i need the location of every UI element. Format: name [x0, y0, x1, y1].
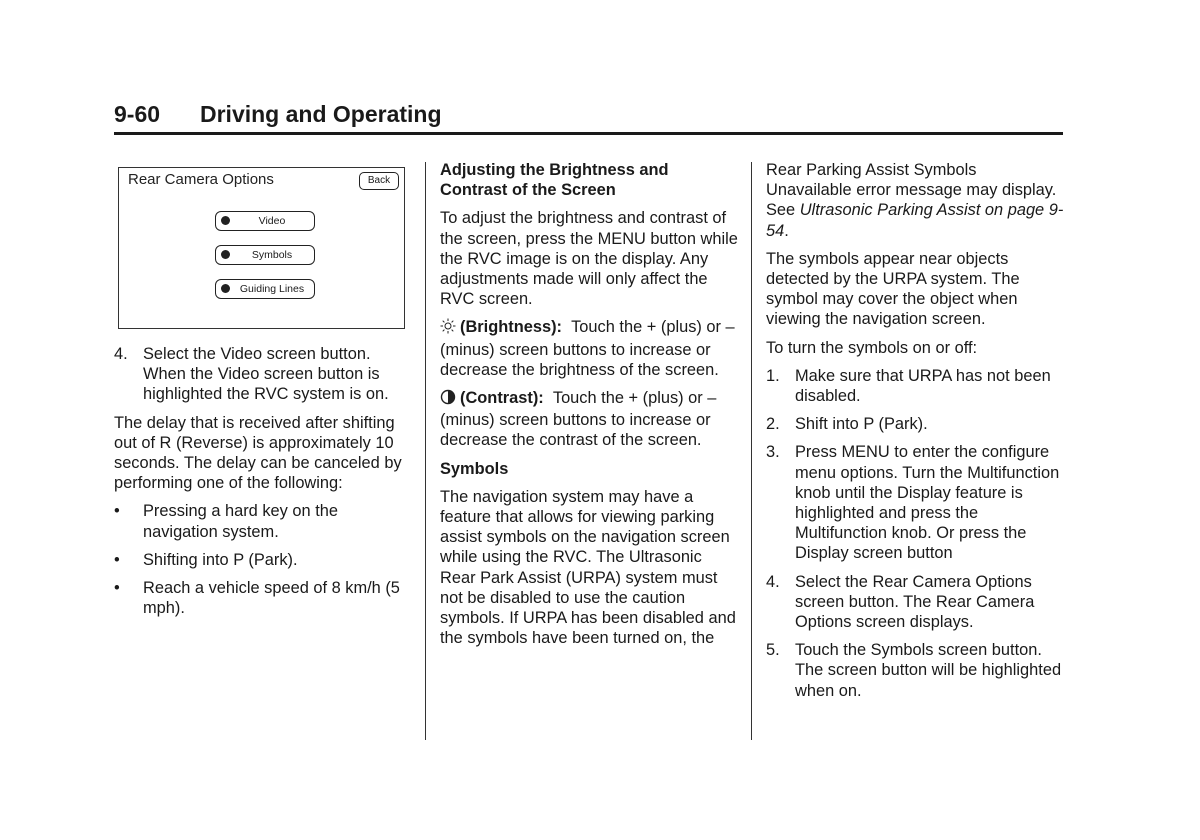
page-header: [114, 100, 1063, 135]
column-2: [440, 160, 740, 656]
contrast-label: (Contrast):: [460, 389, 544, 408]
option-label: Guiding Lines: [239, 283, 305, 295]
bullet-icon: •: [114, 550, 120, 569]
toggle-intro: To turn the symbols on or off:: [766, 338, 978, 357]
sun-icon: [440, 318, 456, 339]
option-label: Video: [258, 215, 286, 227]
step-1: [766, 366, 1066, 406]
back-button: Back: [359, 172, 399, 190]
step-5: [766, 640, 1066, 701]
bullet-icon: •: [114, 579, 120, 598]
step-number: 4.: [114, 345, 128, 363]
brightness-contrast-intro: To adjust the brightness and contrast of the screen, press the MENU button while the RVC image is on the display. Any adjustments made will only affect the RVC screen.: [440, 209, 738, 309]
indicator-dot-icon: [221, 216, 230, 225]
indicator-dot-icon: [221, 250, 230, 259]
symbols-paragraph: The navigation system may have a feature that allows for viewing parking assist symbols on the navigation screen while using the RVC. The Ultrasonic Rear Park Assist (URPA) system must not be disabled to use the caution symbols. If URPA has been disabled and the symbols have been turned on, the: [440, 487, 736, 648]
step-number: 3.: [766, 443, 780, 462]
column-3: [766, 160, 1066, 709]
step-text: Touch the Symbols screen button. The screen button will be highlighted when on.: [795, 641, 1062, 700]
column-divider: [425, 162, 426, 740]
step-number: 1.: [766, 366, 780, 385]
delay-paragraph: The delay that is received after shifting out of R (Reverse) is approximately 10 seconds. The delay can be canceled by performing one of the following:: [114, 413, 402, 493]
step-number: 2.: [766, 415, 780, 434]
page-reference-link[interactable]: Ultrasonic Parking Assist on page 9-54: [766, 201, 1064, 240]
symbols-appear-paragraph: The symbols appear near objects detected by the URPA system. The symbol may cover the object when viewing the navigation screen.: [766, 249, 1020, 329]
step-3: [766, 442, 1066, 563]
bullet-item: [114, 550, 414, 570]
contrast-paragraph: [440, 388, 740, 451]
symbols-option-button: [215, 245, 315, 265]
step-4: [766, 572, 1066, 633]
column-divider: [751, 162, 752, 740]
step-text: Select the Rear Camera Options screen button. The Rear Camera Options screen displays.: [795, 572, 1035, 632]
continued-paragraph: [766, 160, 1066, 241]
reference-end: .: [784, 221, 789, 240]
bullet-text: Shifting into P (Park).: [143, 550, 298, 569]
contrast-text: Touch the + (plus) or – (minus) screen buttons to increase or decrease the contrast of the screen.: [440, 389, 717, 450]
bullet-text: Reach a vehicle speed of 8 km/h (5 mph).: [143, 579, 400, 618]
page-number: 9-60: [114, 101, 161, 127]
bullet-item: [114, 578, 414, 618]
continued-text: Rear Parking Assist Symbols Unavailable error message may display. See: [766, 161, 1057, 220]
brightness-text: Touch the + (plus) or – (minus) screen buttons to increase or decrease the brightness of the screen.: [440, 318, 735, 379]
bullet-item: [114, 501, 414, 541]
step-text: Make sure that URPA has not been disabled.: [795, 366, 1051, 406]
bullet-text: Pressing a hard key on the navigation system.: [143, 502, 338, 541]
brightness-label: (Brightness):: [460, 318, 562, 337]
guiding-lines-option-button: [215, 279, 315, 299]
step-text: Shift into P (Park).: [795, 415, 928, 434]
brightness-contrast-heading: Adjusting the Brightness and Contrast of the Screen: [440, 161, 669, 200]
rear-camera-options-figure: [118, 167, 405, 329]
section-title: Driving and Operating: [200, 101, 442, 127]
brightness-paragraph: [440, 317, 740, 380]
bullet-icon: •: [114, 502, 120, 521]
half-circle-icon: [440, 389, 456, 410]
step-number: 5.: [766, 641, 780, 660]
symbols-heading: Symbols: [440, 459, 509, 478]
video-option-button: [215, 211, 315, 231]
step-text: Select the Video screen button. When the Video screen button is highlighted the RVC system is on.: [143, 345, 389, 404]
option-label: Symbols: [251, 249, 293, 261]
step-2: [766, 414, 1066, 434]
indicator-dot-icon: [221, 284, 230, 293]
step-text: Press MENU to enter the configure menu options. Turn the Multifunction knob until the Display feature is highlighted and press the Multifunction knob. Or press the Display screen button: [795, 443, 1060, 563]
step-4: [114, 344, 414, 405]
column-1: [114, 344, 414, 626]
figure-title: Rear Camera Options: [128, 171, 274, 188]
step-number: 4.: [766, 572, 780, 591]
